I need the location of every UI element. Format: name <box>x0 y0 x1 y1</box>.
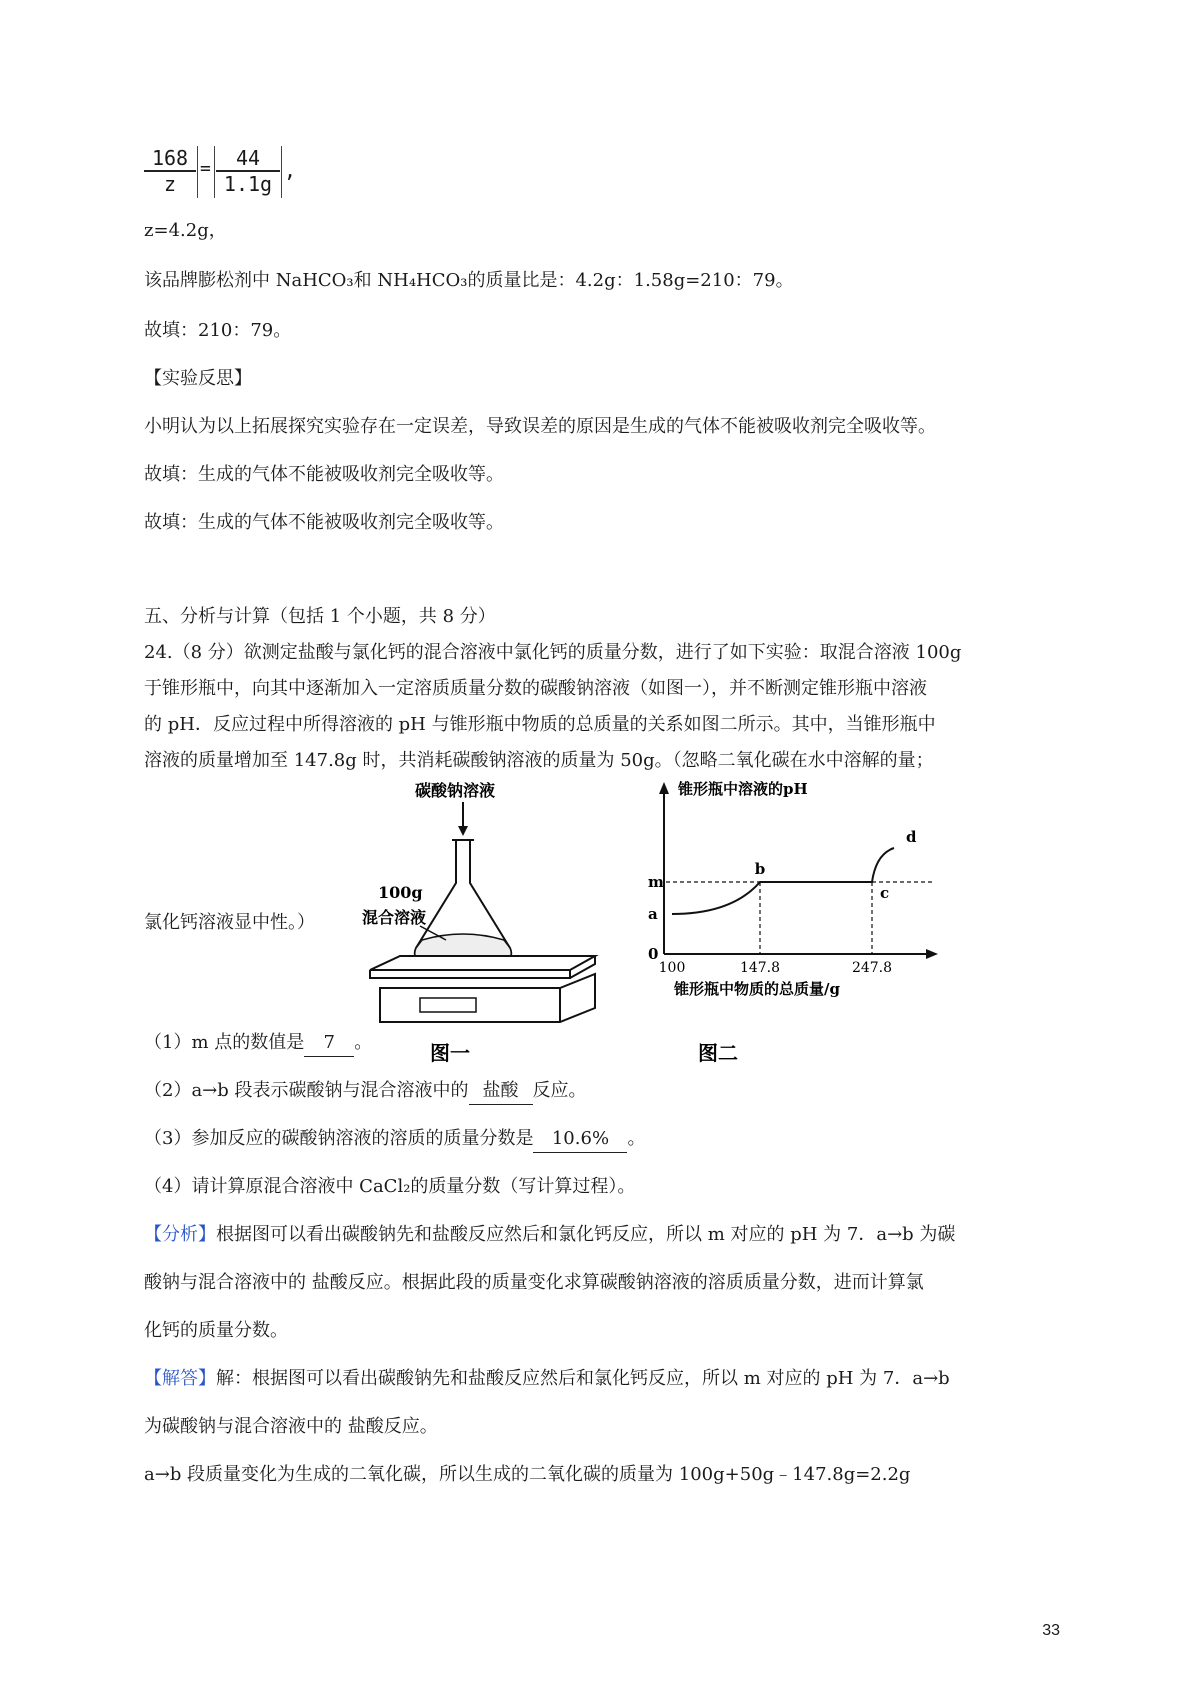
fraction-numerator: 44 <box>216 146 280 172</box>
fraction-denominator: z <box>163 172 177 196</box>
fig1-mix-label: 混合溶液 <box>362 908 427 927</box>
fig2-caption: 图二 <box>698 1041 738 1065</box>
chart-x-label: 锥形瓶中物质的总质量/g <box>674 980 840 998</box>
x-tick-247.8: 247.8 <box>851 960 893 976</box>
fig1-mass-label: 100g <box>378 883 423 902</box>
z-result: z=4.2g， <box>144 220 227 241</box>
chart-y-label: 锥形瓶中溶液的pH <box>678 780 808 798</box>
y-tick-m: m <box>648 873 664 891</box>
y-tick-0: 0 <box>648 945 659 963</box>
ph-curve <box>672 848 894 914</box>
sub-question-3-text: （3）参加反应的碳酸钠溶液的溶质的质量分数是 <box>144 1128 534 1149</box>
balance-display <box>420 998 476 1012</box>
fraction-168-over-z <box>144 146 196 196</box>
point-label-c: c <box>880 884 890 902</box>
question-24-line-2: 于锥形瓶中，向其中逐渐加入一定溶质质量分数的碳酸钠溶液（如图一），并不断测定锥形瓶中溶液 <box>144 678 927 699</box>
answer-tag: 【解答】 <box>144 1368 216 1389</box>
analysis-tag: 【分析】 <box>144 1224 216 1245</box>
fill-answer-1: 故填：210：79。 <box>144 320 292 341</box>
x-tick-labels <box>659 960 892 976</box>
point-label-b: b <box>754 860 766 878</box>
mass-ratio-line: 该品牌膨松剂中 NaHCO₃和 NH₄HCO₃的质量比是：4.2g：1.58g=210：79。 <box>144 270 794 291</box>
frame-line <box>214 146 215 198</box>
analysis-line-3: 化钙的质量分数。 <box>144 1320 288 1341</box>
sub-question-1 <box>144 1030 372 1057</box>
frame-line <box>197 146 198 198</box>
y-tick-a: a <box>648 905 658 923</box>
sub-question-4: （4）请计算原混合溶液中 CaCl₂的质量分数（写计算过程）。 <box>144 1176 636 1197</box>
ph-series-line <box>672 848 894 914</box>
frame-line <box>281 146 282 198</box>
sub-question-2-end: 反应。 <box>532 1080 587 1101</box>
analysis-line-2: 酸钠与混合溶液中的 盐酸反应。根据此段的质量变化求算碳酸钠溶液的溶质质量分数，进而计算氯 <box>144 1272 924 1293</box>
x-axis-arrow <box>926 949 938 959</box>
answer-blank-1: 7 <box>304 1030 354 1057</box>
equals-sign: = <box>200 158 211 179</box>
question-24-line-3: 的 pH．反应过程中所得溶液的 pH 与锥形瓶中物质的总质量的关系如图二所示。其中，当锥形瓶中 <box>144 714 936 735</box>
answer-line-3: a→b 段质量变化为生成的二氧化碳，所以生成的二氧化碳的质量为 100g+50g﹣147.8g=2.2g <box>144 1464 911 1485</box>
sub-question-1-end: 。 <box>354 1032 373 1053</box>
answer-text: 解：根据图可以看出碳酸钠先和盐酸反应然后和氯化钙反应，所以 m 对应的 pH 为 7．a→b <box>216 1368 950 1389</box>
guide-lines <box>666 882 932 954</box>
comma: , <box>284 158 297 182</box>
sub-question-3-end: 。 <box>627 1128 646 1149</box>
question-24-line-5: 氯化钙溶液显中性。） <box>144 912 315 933</box>
analysis-line-1 <box>144 1222 955 1248</box>
fraction-44-over-1.1g <box>216 146 280 196</box>
section-heading: 五、分析与计算（包括 1 个小题，共 8 分） <box>144 606 496 627</box>
drip-arrow-head <box>458 826 468 836</box>
fill-answer-2: 故填：生成的气体不能被吸收剂完全吸收等。 <box>144 464 504 485</box>
fraction-numerator: 168 <box>144 146 196 172</box>
y-axis-arrow <box>659 782 669 794</box>
x-tick-100: 100 <box>658 960 686 976</box>
balance-pan <box>370 956 595 970</box>
x-tick-147.8: 147.8 <box>739 960 781 976</box>
reflection-heading: 【实验反思】 <box>144 368 252 389</box>
balance-pan-edge <box>370 970 570 978</box>
fig1-caption: 图一 <box>430 1041 470 1065</box>
sub-question-1-text: （1）m 点的数值是 <box>144 1032 305 1053</box>
y-tick-labels <box>648 873 664 963</box>
sub-question-3 <box>144 1126 645 1153</box>
fill-answer-3: 故填：生成的气体不能被吸收剂完全吸收等。 <box>144 512 504 533</box>
answer-line-2: 为碳酸钠与混合溶液中的 盐酸反应。 <box>144 1416 438 1437</box>
sub-question-2 <box>144 1078 587 1105</box>
page-number: 33 <box>1042 1622 1060 1639</box>
figure-2-ph-chart <box>640 778 950 1068</box>
reflection-text: 小明认为以上拓展探究实验存在一定误差，导致误差的原因是生成的气体不能被吸收剂完全吸收等。 <box>144 416 936 437</box>
question-24-line-4: 溶液的质量增加至 147.8g 时，共消耗碳酸钠溶液的质量为 50g。（忽略二氧化碳在水中溶解的量； <box>144 750 934 771</box>
fig1-top-label: 碳酸钠溶液 <box>415 781 496 800</box>
sub-question-2-text: （2）a→b 段表示碳酸钠与混合溶液中的 <box>144 1080 469 1101</box>
answer-line-1 <box>144 1366 950 1392</box>
balance-body <box>380 974 595 1022</box>
point-label-d: d <box>906 828 917 846</box>
answer-blank-3: 10.6% <box>533 1126 627 1153</box>
question-24-line-1: 24.（8 分）欲测定盐酸与氯化钙的混合溶液中氯化钙的质量分数，进行了如下实验：取混合溶液 100g <box>144 642 962 663</box>
answer-blank-2: 盐酸 <box>469 1078 533 1105</box>
chart-axes <box>659 782 938 959</box>
point-labels <box>755 828 917 902</box>
figure-1-apparatus <box>360 778 610 1068</box>
analysis-text: 根据图可以看出碳酸钠先和盐酸反应然后和氯化钙反应，所以 m 对应的 pH 为 7．a→b 为碳 <box>216 1224 956 1245</box>
fraction-denominator: 1.1g <box>223 172 273 196</box>
